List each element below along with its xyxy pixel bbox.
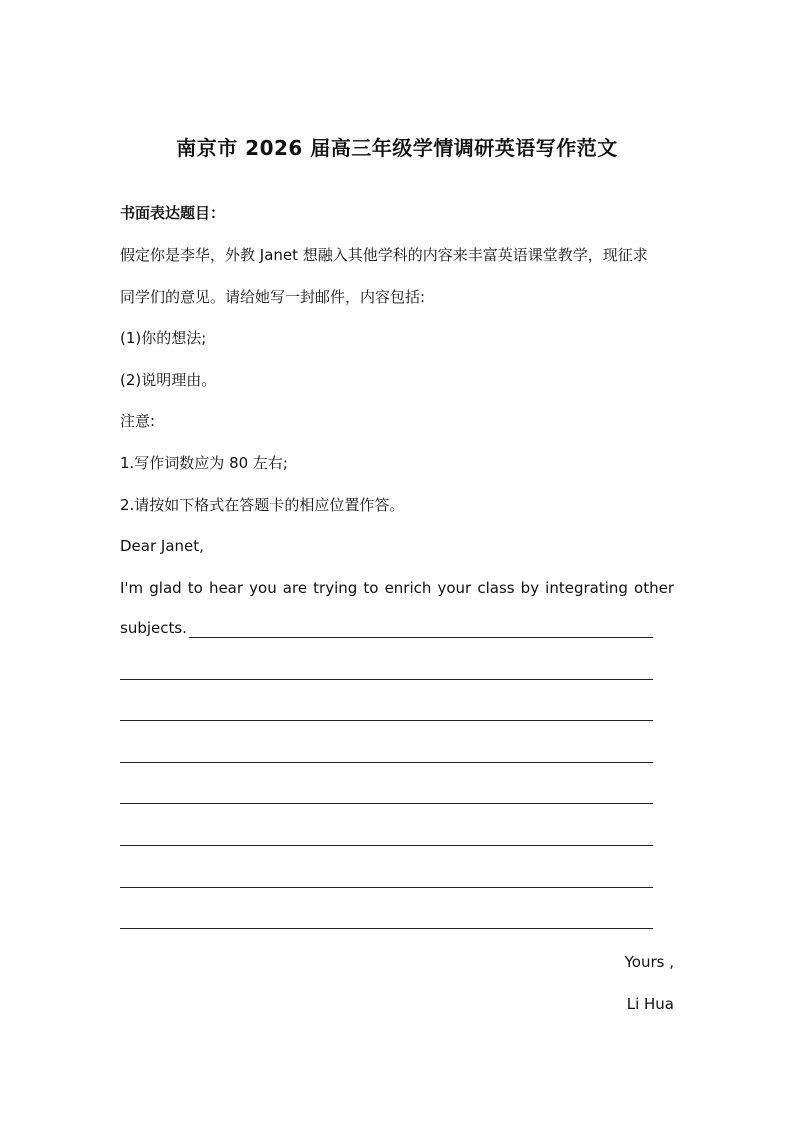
answer-blank-line[interactable]: [120, 803, 653, 804]
document-title: 南京市 2026 届高三年级学情调研英语写作范文: [176, 136, 618, 160]
answer-blank-line[interactable]: [120, 845, 653, 846]
task-intro-line-2: 同学们的意见。请给她写一封邮件，内容包括:: [120, 288, 426, 306]
answer-blank-line[interactable]: [120, 720, 653, 721]
letter-opening-end: subjects.: [120, 619, 187, 637]
note-1: 1.写作词数应为 80 左右;: [120, 454, 288, 472]
task-heading: 书面表达题目：: [120, 204, 226, 222]
letter-signature: Li Hua: [626, 995, 674, 1013]
letter-opening-end-row: [120, 618, 653, 638]
task-point-2: (2)说明理由。: [120, 371, 217, 389]
task-point-1: (1)你的想法;: [120, 329, 207, 347]
task-intro-line-1: 假定你是李华，外教 Janet 想融入其他学科的内容来丰富英语课堂教学，现征求: [120, 246, 648, 264]
letter-closing: Yours ,: [624, 953, 674, 971]
answer-blank-line[interactable]: [120, 887, 653, 888]
note-label: 注意:: [120, 412, 156, 430]
letter-greeting: Dear Janet,: [120, 537, 204, 555]
answer-blank-line[interactable]: [189, 618, 653, 638]
answer-blank-line[interactable]: [120, 928, 653, 929]
answer-blank-line[interactable]: [120, 762, 653, 763]
letter-opening: I'm glad to hear you are trying to enrich your class by integrating other: [120, 579, 674, 597]
answer-blank-line[interactable]: [120, 679, 653, 680]
note-2: 2.请按如下格式在答题卡的相应位置作答。: [120, 496, 405, 514]
